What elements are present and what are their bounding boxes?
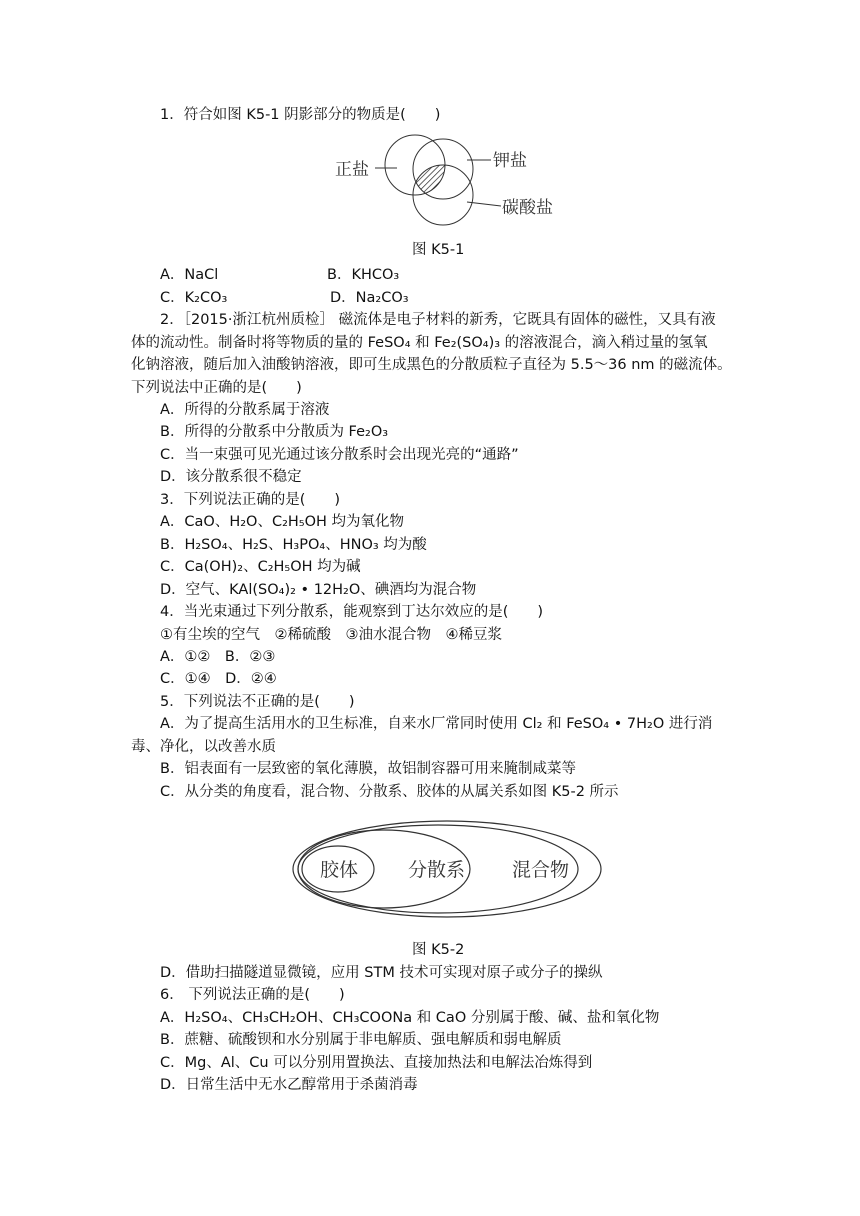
q3-option-c: C．Ca(OH)₂、C₂H₅OH 均为碱 [160,559,361,575]
figure-k5-1-caption: 图 K5-1 [412,242,465,258]
q6-option-b: B．蔗糖、硫酸钡和水分别属于非电解质、强电解质和弱电解质 [160,1032,562,1048]
q2-line-4: 下列说法中正确的是( ) [131,380,302,396]
q2-option-a: A．所得的分散系属于溶液 [160,402,330,418]
q1-stem: 1．符合如图 K5-1 阴影部分的物质是( ) [160,107,441,123]
q6-option-a: A．H₂SO₄、CH₃CH₂OH、CH₃COONa 和 CaO 分别属于酸、碱、盐和氧化物 [160,1010,660,1026]
q4-stem: 4．当光束通过下列分散系，能观察到丁达尔效应的是( ) [160,604,544,620]
q5-option-b: B．铝表面有一层致密的氧化薄膜，故铝制容器可用来腌制咸菜等 [160,761,576,777]
q3-option-b: B．H₂SO₄、H₂S、H₃PO₄、HNO₃ 均为酸 [160,537,427,553]
q4-options-ab: A．①② B．②③ [160,649,276,665]
label-tansuanyan: 碳酸盐 [502,198,553,218]
q2-option-d: D．该分散系很不稳定 [160,469,302,485]
figure-k5-2-caption: 图 K5-2 [412,942,465,958]
q4-options-cd: C．①④ D．②④ [160,671,277,687]
q5-option-c: C．从分类的角度看，混合物、分散系、胶体的从属关系如图 K5-2 所示 [160,784,619,800]
q1-option-a: A．NaCl [160,267,219,283]
q5-stem: 5．下列说法不正确的是( ) [160,694,355,710]
q2-line-3: 化钠溶液，随后加入油酸钠溶液，即可生成黑色的分散质粒子直径为 5.5～36 nm 的磁流体。 [131,357,732,373]
q5-option-d: D．借助扫描隧道显微镜，应用 STM 技术可实现对原子或分子的操纵 [160,965,603,981]
q6-stem: 6． 下列说法正确的是( ) [160,987,345,1003]
q6-option-c: C．Mg、Al、Cu 可以分别用置换法、直接加热法和电解法冶炼得到 [160,1055,593,1071]
figure-k5-2 [290,812,610,928]
q3-option-a: A．CaO、H₂O、C₂H₅OH 均为氧化物 [160,514,405,530]
q2-option-b: B．所得的分散系中分散质为 Fe₂O₃ [160,424,389,440]
q6-option-d: D．日常生活中无水乙醇常用于杀菌消毒 [160,1077,418,1093]
q1-option-b: B．KHCO₃ [327,267,400,283]
q5-option-a-line-1: A．为了提高生活用水的卫生标准，自来水厂常同时使用 Cl₂ 和 FeSO₄ • 7H₂O 进行消 [160,716,713,732]
q5-option-a-line-2: 毒、净化，以改善水质 [131,739,276,755]
label-jiayan: 钾盐 [493,151,527,171]
q2-line-2: 体的流动性。制备时将等物质的量的 FeSO₄ 和 Fe₂(SO₄)₃ 的溶液混合，滴入稍过量的氢氧 [131,335,708,351]
q2-option-c: C．当一束强可见光通过该分散系时会出现光亮的“通路” [160,447,519,463]
label-jiaoti: 胶体 [320,859,359,881]
q4-items: ①有尘埃的空气 ②稀硫酸 ③油水混合物 ④稀豆浆 [160,627,502,643]
label-zhengyan: 正盐 [335,160,369,180]
q3-stem: 3．下列说法正确的是( ) [160,492,341,508]
q2-line-1: 2．［2015·浙江杭州质检］ 磁流体是电子材料的新秀，它既具有固体的磁性，又具有液 [160,312,716,328]
label-hunhewu: 混合物 [512,859,570,881]
figure-k5-1 [325,132,565,228]
q1-option-d: D．Na₂CO₃ [330,290,409,306]
q3-option-d: D．空气、KAl(SO₄)₂ • 12H₂O、碘酒均为混合物 [160,582,477,598]
label-fensanxi: 分散系 [408,859,466,881]
q1-option-c: C．K₂CO₃ [160,290,228,306]
